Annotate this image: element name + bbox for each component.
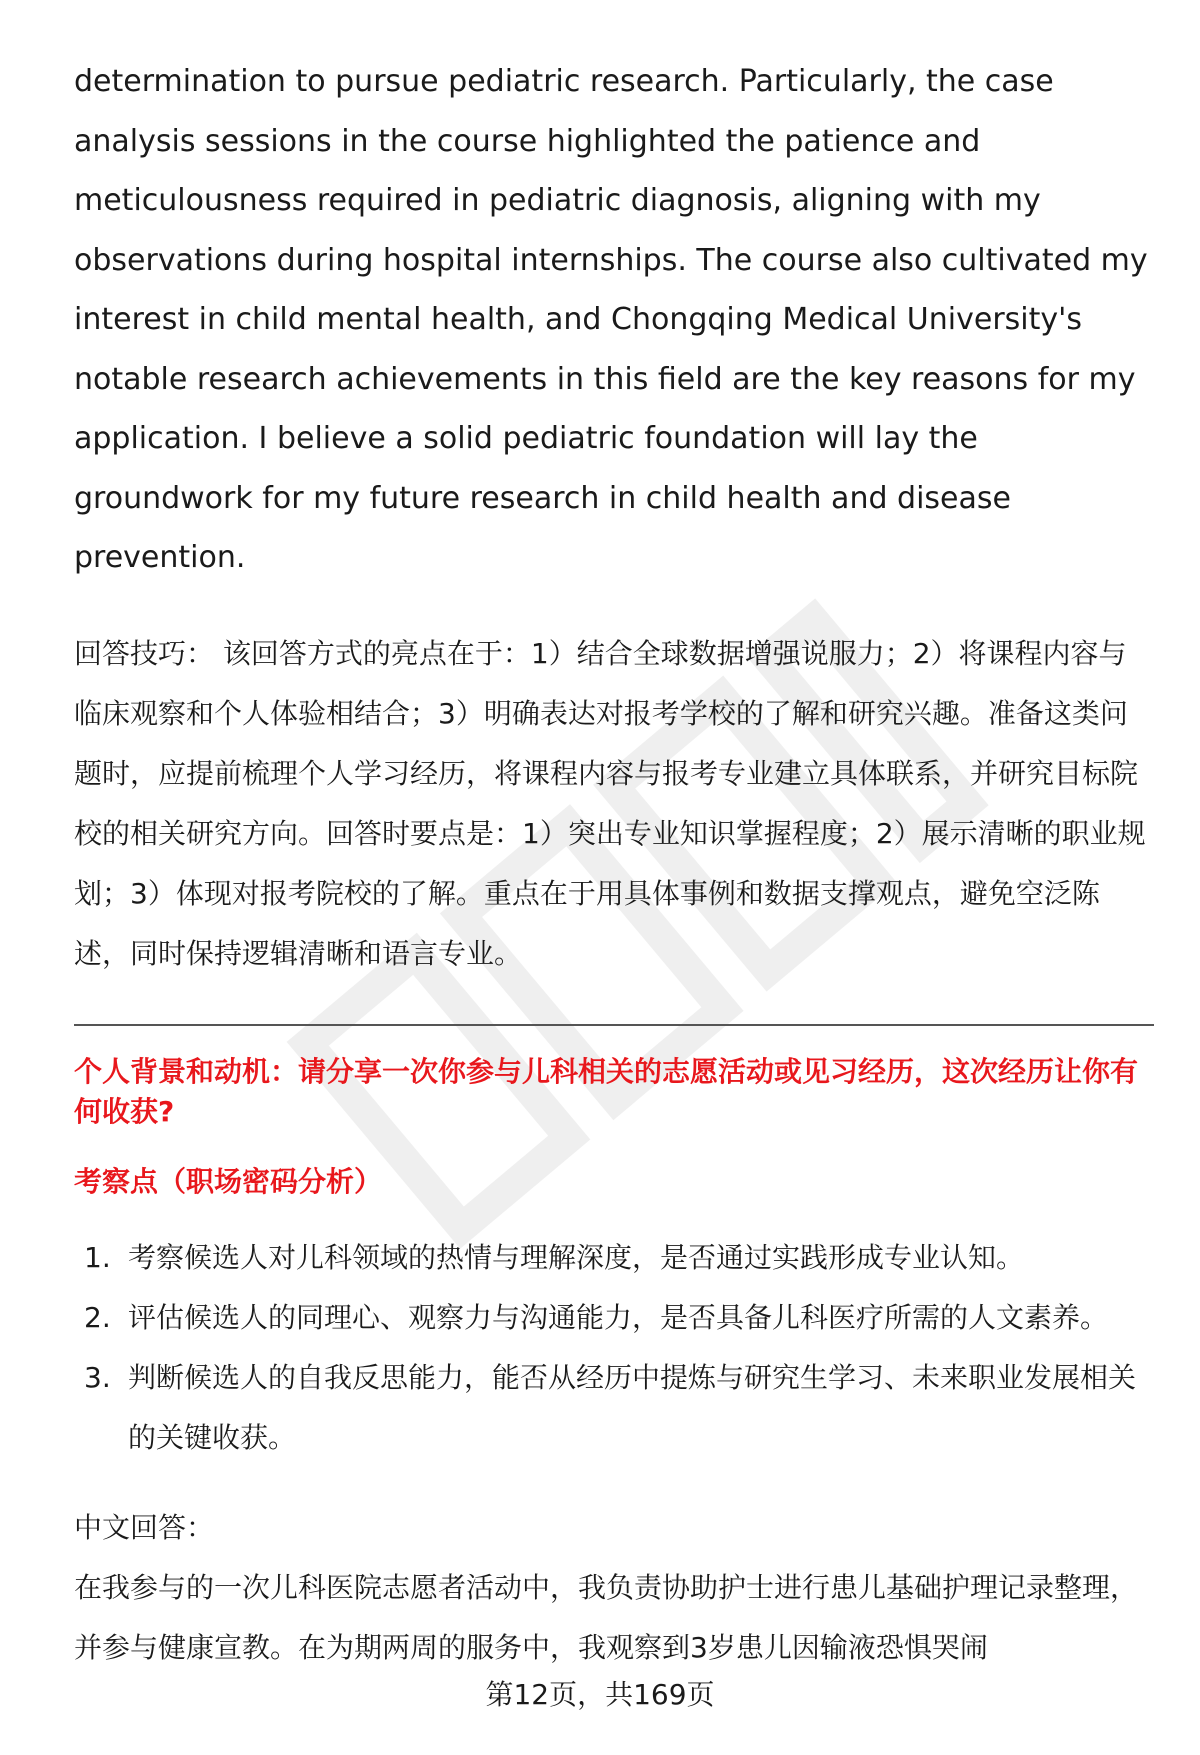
list-item-text: 判断候选人的自我反思能力，能否从经历中提炼与研究生学习、未来职业发展相关的关键收获。 — [128, 1360, 1137, 1454]
list-item — [74, 1348, 1154, 1468]
question-heading: 个人背景和动机：请分享一次你参与儿科相关的志愿活动或见习经历，这次经历让你有何收获? — [74, 1054, 1139, 1128]
chinese-answer-text: 在我参与的一次儿科医院志愿者活动中，我负责协助护士进行患儿基础护理记录整理，并参与健康宣教。在为期两周的服务中，我观察到3岁患儿因输液恐惧哭闹 — [74, 1570, 1139, 1664]
chinese-answer-label: 中文回答： — [74, 1510, 215, 1544]
list-item-number: 3. — [84, 1360, 111, 1394]
list-item-text: 考察候选人对儿科领域的热情与理解深度，是否通过实践形成专业认知。 — [128, 1240, 1025, 1274]
list-item — [74, 1288, 1154, 1348]
page-footer: 第12页，共169页 — [485, 1678, 715, 1711]
list-item-number: 1. — [84, 1240, 111, 1274]
list-item — [74, 1228, 1154, 1288]
list-item-number: 2. — [84, 1300, 111, 1334]
answer-tips: 回答技巧： 该回答方式的亮点在于：1）结合全球数据增强说服力；2）将课程内容与临床观察和个人体验相结合；3）明确表达对报考学校的了解和研究兴趣。准备这类问题时，应提前梳理个人学习经历，将课程内容与报考专业建立具体联系，并研究目标院校的相关研究方向。回答时要点是：1）突出专业知识掌握程度；2）展示清晰的职业规划；3）体现对报考院校的了解。重点在于用具体事例和数据支撑观点，避免空泛陈述，同时保持逻辑清晰和语言专业。 — [74, 636, 1146, 970]
assessment-heading: 考察点（职场密码分析） — [74, 1164, 383, 1198]
assessment-list — [74, 1228, 1154, 1468]
section-divider — [74, 1024, 1154, 1026]
intro-paragraph: determination to pursue pediatric research. Particularly, the case analysis sessions in the course highlighted the patience and meticulousness required in pediatric diagnosis, aligning with my observations during hospital internships. The course also cultivated my interest in child mental health, and Chongqing Medical University's notable research achievements in this field are the key reasons for my application. I believe a solid pediatric foundation will lay the groundwork for my future research in child health and disease prevention. — [74, 64, 1148, 575]
document-page — [74, 52, 1154, 1678]
list-item-text: 评估候选人的同理心、观察力与沟通能力，是否具备儿科医疗所需的人文素养。 — [128, 1300, 1109, 1334]
